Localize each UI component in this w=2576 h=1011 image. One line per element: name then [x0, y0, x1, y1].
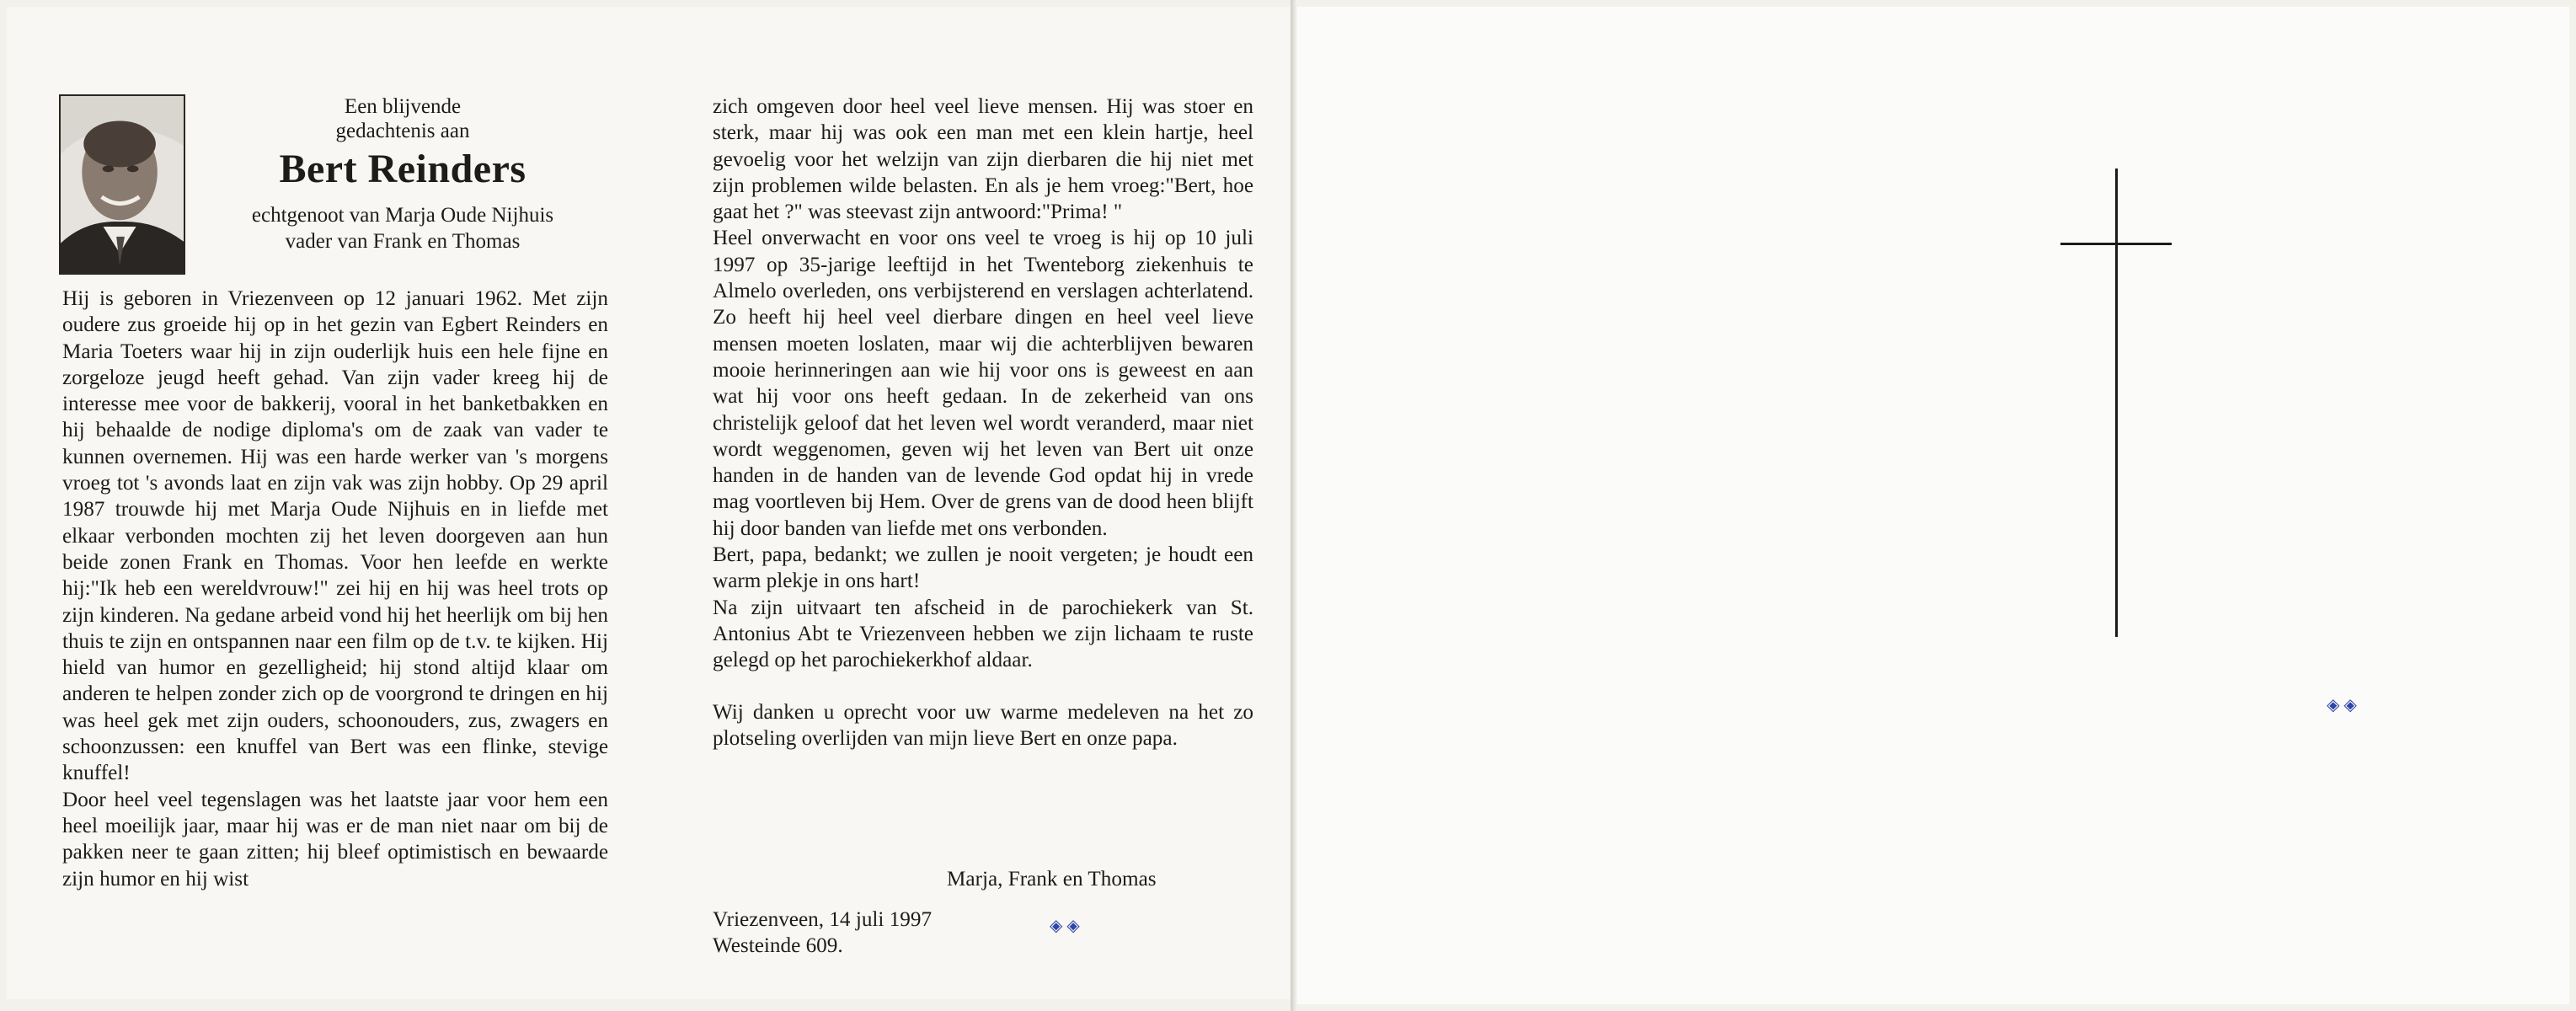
portrait-photo [59, 94, 185, 275]
signers: Marja, Frank en Thomas [947, 868, 1157, 891]
address: Westeinde 609. [713, 934, 843, 957]
thanks-paragraph: Wij danken u oprecht voor uw warme medeleven na het zo plotseling overlijden van mijn lieve Bert en onze papa. [713, 700, 1253, 750]
deceased-name: Bert Reinders [279, 147, 526, 191]
pen-mark-icon: ◈ ◈ [1050, 917, 1080, 935]
cross-horizontal-bar [2060, 243, 2172, 245]
relation-spouse: echtgenoot van Marja Oude Nijhuis [251, 204, 554, 227]
intro-line-2: gedachtenis aan [335, 120, 470, 142]
biography-paragraph: Bert, papa, bedankt; we zullen je nooit vergeten; je houdt een warm plekje in ons hart! [713, 543, 1253, 593]
place-and-address [713, 907, 932, 959]
card-inner-left-spread [7, 7, 1291, 999]
biography-column-1 [62, 286, 608, 892]
biography-paragraph: Na zijn uitvaart ten afscheid in de parochiekerk van St. Antonius Abt te Vriezenveen hebben we zijn lichaam te ruste gelegd op het parochiekerkhof aldaar. [713, 596, 1253, 672]
biography-paragraph: Hij is geboren in Vriezenveen op 12 januari 1962. Met zijn oudere zus groeide hij op in het gezin van Egbert Reinders en Maria Toeters waar hij in zijn ouderlijk huis een hele fijne en zorgeloze jeugd heeft gehad. Van zijn vader kreeg hij de interesse mee voor de bakkerij, vooral in het banketbakken en hij behaalde de nodige diploma's om de zaak van vader te kunnen overnemen. Hij was een harde werker van 's morgens vroeg tot 's avonds laat en zijn vak was zijn hobby. Op 29 april 1987 trouwde hij met Marja Oude Nijhuis en in liefde met elkaar verbonden mochten zij het leven doorgeven aan hun beide zonen Frank en Thomas. Voor hen leefde en werkte hij:"Ik heb een wereldvrouw!" zei hij en hij was heel trots op zijn kinderen. Na gedane arbeid vond hij het heerlijk om bij hen thuis te zijn en ontspannen naar een film op de t.v. te kijken. Hij hield van humor en gezelligheid; hij stond altijd klaar om anderen te helpen zonder zich op de voorgrond te dringen en hij was heel gek met zijn ouders, schoonouders, zus, zwagers en schoonzussen: een knuffel van Bert was een flinke, stevige knuffel! [62, 287, 608, 785]
portrait-icon [61, 96, 184, 273]
relation-father: vader van Frank en Thomas [285, 230, 521, 253]
card-header [200, 94, 605, 254]
place-date: Vriezenveen, 14 juli 1997 [713, 908, 933, 931]
card-right-panel [1297, 7, 2569, 1004]
biography-column-2 [713, 94, 1253, 752]
intro-line-1: Een blijvende [344, 95, 462, 118]
pen-mark-icon: ◈ ◈ [2327, 696, 2357, 714]
biography-paragraph: Heel onverwacht en voor ons veel te vroeg is hij op 10 juli 1997 op 35-jarige leeftijd in het Twenteborg ziekenhuis te Almelo overleden, ons verbijsterend en verslagen achterlatend. Zo heeft hij heel veel dierbare dingen en heel veel lieve mensen moeten loslaten, maar wij die achterblijven bewaren mooie herinneringen aan wie hij voor ons is geweest en aan wat hij voor ons heeft gedaan. In de zekerheid van ons christelijk geloof dat het leven wel wordt veranderd, maar niet wordt weggenomen, geven wij het leven van Bert uit onze handen in de handen van de levende God opdat hij in vrede mag voortleven bij Hem. Over de grens van de dood heen blijft hij door banden van liefde met ons verbonden. [713, 227, 1253, 540]
biography-paragraph: zich omgeven door heel veel lieve mensen. Hij was stoer en sterk, maar hij was ook een man met een klein hartje, heel gevoelig voor het welzijn van zijn dierbaren die hij niet met zijn problemen wilde belasten. En als je hem vroeg:"Bert, hoe gaat het ?" was steevast zijn antwoord:"Prima! " [713, 95, 1253, 224]
cross-icon [2060, 168, 2172, 637]
card-fold [1291, 0, 1297, 1011]
biography-paragraph: Door heel veel tegenslagen was het laatste jaar voor hem een heel moeilijk jaar, maar hij was er de man niet naar om bij de pakken neer te gaan zitten; hij bleef optimistisch en bewaarde zijn humor en hij wist [62, 788, 608, 891]
cross-vertical-bar [2115, 168, 2118, 637]
